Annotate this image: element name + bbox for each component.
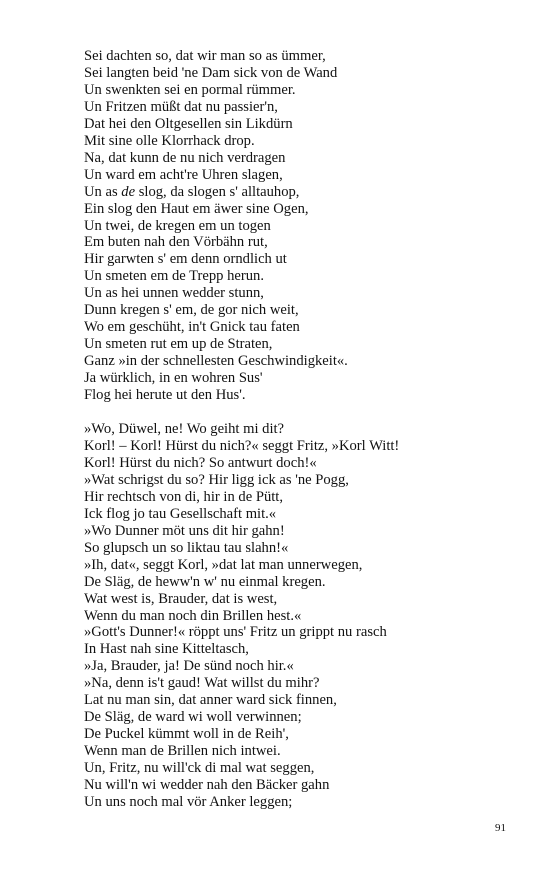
poem-line: »Wo, Düwel, ne! Wo geiht mi dit? — [84, 421, 285, 438]
poem-line: Un as hei unnen wedder stunn, — [84, 285, 264, 302]
poem-line: Em buten nah den Vörbähn rut, — [84, 234, 268, 251]
poem-line: De Släg, de heww'n w' nu einmal kregen. — [84, 573, 326, 590]
poem-line: Na, dat kunn de nu nich verdragen — [84, 149, 286, 166]
poem-line: »Ja, Brauder, ja! De sünd noch hir.« — [84, 658, 294, 675]
poem-line: Hir garwten s' em denn orndlich ut — [84, 251, 287, 268]
line-fragment: Un as — [84, 183, 122, 200]
poem-line: Ein slog den Haut em äwer sine Ogen, — [84, 200, 309, 217]
poem-line: Flog hei herute ut den Hus'. — [84, 387, 246, 404]
page-number: 91 — [495, 822, 506, 834]
poem-line: Hir rechtsch von di, hir in de Pütt, — [84, 488, 284, 505]
poem-line: Un uns noch mal vör Anker leggen; — [84, 793, 293, 810]
poem-line: Un ward em acht're Uhren slagen, — [84, 166, 283, 183]
poem-line: »Na, denn is't gaud! Wat willst du mihr? — [84, 675, 320, 692]
poem-line: Dunn kregen s' em, de gor nich weit, — [84, 302, 299, 319]
line-fragment: slog, da slogen s' alltauhop, — [135, 183, 300, 200]
stanza-2 — [84, 421, 504, 811]
poem-line: Wat west is, Brauder, dat is west, — [84, 590, 278, 607]
poem-line: Ick flog jo tau Gesellschaft mit.« — [84, 505, 277, 522]
poem-line: Mit sine olle Klorrhack drop. — [84, 132, 255, 149]
stanza-1 — [84, 48, 504, 404]
poem-line: De Släg, de ward wi woll verwinnen; — [84, 709, 302, 726]
poem-line: Un twei, de kregen em un togen — [84, 217, 271, 234]
poem-line: So glupsch un so liktau tau slahn!« — [84, 539, 289, 556]
poem-line: Lat nu man sin, dat anner ward sick finnen, — [84, 692, 337, 709]
poem-line — [84, 184, 504, 201]
poem-line: Korl! – Korl! Hürst du nich?« seggt Fritz, »Korl Witt! — [84, 437, 400, 454]
poem-line: Un smeten em de Trepp herun. — [84, 268, 264, 285]
poem-line: Ganz »in der schnellesten Geschwindigkeit«. — [84, 353, 348, 370]
poem-line: Korl! Hürst du nich? So antwurt doch!« — [84, 454, 317, 471]
poem-line: Dat hei den Oltgesellen sin Likdürn — [84, 115, 293, 132]
emphasized-word: de — [121, 183, 136, 200]
poem-line: De Puckel kümmt woll in de Reih', — [84, 726, 289, 743]
poem-line: Ja würklich, in en wohren Sus' — [84, 370, 263, 387]
poem-text-block — [84, 48, 504, 811]
poem-line: Nu will'n wi wedder nah den Bäcker gahn — [84, 777, 330, 794]
poem-line: Wenn du man noch din Brillen hest.« — [84, 607, 302, 624]
poem-line: Wenn man de Brillen nich intwei. — [84, 743, 281, 760]
poem-line: Un smeten rut em up de Straten, — [84, 336, 273, 353]
poem-line: Sei langten beid 'ne Dam sick von de Wand — [84, 64, 338, 81]
poem-line: »Gott's Dunner!« röppt uns' Fritz un grippt nu rasch — [84, 624, 387, 641]
poem-line: »Ih, dat«, seggt Korl, »dat lat man unnerwegen, — [84, 556, 363, 573]
poem-line: Un Fritzen müßt dat nu passier'n, — [84, 98, 278, 115]
poem-line: Un swenkten sei en pormal rümmer. — [84, 81, 296, 98]
poem-line: »Wat schrigst du so? Hir ligg ick as 'ne Pogg, — [84, 471, 349, 488]
poem-line: Wo em geschüht, in't Gnick tau faten — [84, 319, 300, 336]
poem-line: In Hast nah sine Kitteltasch, — [84, 641, 249, 658]
poem-line: Sei dachten so, dat wir man so as ümmer, — [84, 48, 326, 64]
poem-line: Un, Fritz, nu will'ck di mal wat seggen, — [84, 760, 315, 777]
poem-line: »Wo Dunner möt uns dit hir gahn! — [84, 522, 285, 539]
